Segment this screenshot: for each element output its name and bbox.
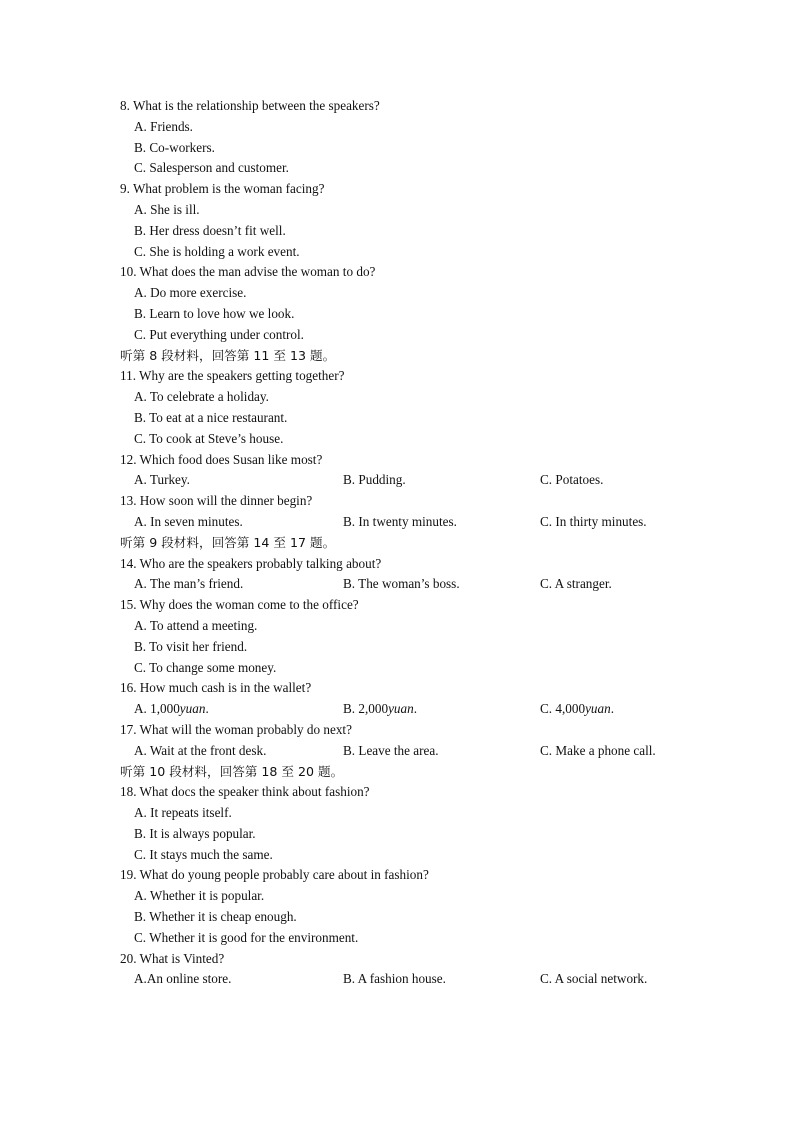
question-20-options <box>120 969 680 990</box>
question-12-options <box>120 470 680 491</box>
question-16-option-b <box>343 699 417 720</box>
question-16-option-a-amount: A. 1,000 <box>134 701 180 717</box>
question-10-stem: 10. What does the man advise the woman to do? <box>120 264 376 280</box>
question-13-option-c: C. In thirty minutes. <box>540 513 647 529</box>
question-12-option-b: B. Pudding. <box>343 472 406 488</box>
question-19-option-a: A. Whether it is popular. <box>134 888 265 904</box>
question-17-option-b: B. Leave the area. <box>343 742 439 758</box>
question-17-stem: 17. What will the woman probably do next? <box>120 721 352 737</box>
question-19-option-c: C. Whether it is good for the environment. <box>134 929 359 945</box>
question-9-option-b: B. Her dress doesn’t fit well. <box>134 222 286 238</box>
question-12-stem: 12. Which food does Susan like most? <box>120 451 323 467</box>
question-15-option-c: C. To change some money. <box>134 659 277 675</box>
question-19-stem: 19. What do young people probably care about in fashion? <box>120 867 429 883</box>
question-16-option-a-period: . <box>205 701 209 717</box>
question-16-option-c-period: . <box>610 701 614 717</box>
question-14-option-c: C. A stranger. <box>540 576 612 592</box>
question-16-options <box>120 699 680 720</box>
listening-section <box>120 96 680 990</box>
question-13-option-a: A. In seven minutes. <box>134 513 243 529</box>
question-16-option-c-unit: yuan <box>585 701 611 717</box>
question-11-stem: 11. Why are the speakers getting together? <box>120 368 345 384</box>
question-19-option-b: B. Whether it is cheap enough. <box>134 909 297 925</box>
question-20-stem: 20. What is Vinted? <box>120 950 225 966</box>
question-16-option-a-unit: yuan <box>179 701 206 717</box>
question-9-option-a: A. She is ill. <box>134 201 200 217</box>
question-14-options <box>120 574 680 595</box>
question-11-option-b: B. To eat at a nice restaurant. <box>134 409 288 425</box>
question-20-option-c: C. A social network. <box>540 971 648 987</box>
question-18-option-b: B. It is always popular. <box>134 825 256 841</box>
question-10-option-c: C. Put everything under control. <box>134 326 304 342</box>
question-8-option-a: A. Friends. <box>134 118 193 134</box>
question-16-stem: 16. How much cash is in the wallet? <box>120 680 312 696</box>
question-17-option-a: A. Wait at the front desk. <box>134 742 267 758</box>
question-11-option-c: C. To cook at Steve’s house. <box>134 430 284 446</box>
question-17-option-c: C. Make a phone call. <box>540 742 656 758</box>
question-18-option-a: A. It repeats itself. <box>134 805 232 821</box>
section-10-instruction: 听第 10 段材料，回答第 18 至 20 题。 <box>120 763 344 779</box>
question-15-stem: 15. Why does the woman come to the office? <box>120 597 359 613</box>
question-18-stem: 18. What docs the speaker think about fashion? <box>120 784 370 800</box>
question-9-option-c: C. She is holding a work event. <box>134 243 300 259</box>
question-20-option-a: A.An online store. <box>134 971 232 987</box>
question-12-option-a: A. Turkey. <box>134 472 190 488</box>
question-14-stem: 14. Who are the speakers probably talking about? <box>120 555 382 571</box>
question-10-option-b: B. Learn to love how we look. <box>134 305 295 321</box>
question-8-option-b: B. Co-workers. <box>134 139 215 155</box>
question-12-option-c: C. Potatoes. <box>540 472 604 488</box>
question-11-option-a: A. To celebrate a holiday. <box>134 389 269 405</box>
question-16-option-c-amount: C. 4,000 <box>540 701 586 717</box>
question-10-option-a: A. Do more exercise. <box>134 285 247 301</box>
question-16-option-a <box>134 699 209 720</box>
question-14-option-a: A. The man’s friend. <box>134 576 244 592</box>
question-15-option-b: B. To visit her friend. <box>134 638 248 654</box>
question-16-option-b-unit: yuan <box>388 701 414 717</box>
question-17-options <box>120 741 680 762</box>
question-9-stem: 9. What problem is the woman facing? <box>120 181 325 197</box>
question-16-option-c <box>540 699 614 720</box>
question-8-stem: 8. What is the relationship between the speakers? <box>120 98 380 113</box>
question-16-option-b-period: . <box>413 701 417 717</box>
question-16-option-b-amount: B. 2,000 <box>343 701 389 717</box>
question-13-option-b: B. In twenty minutes. <box>343 513 457 529</box>
question-15-option-a: A. To attend a meeting. <box>134 617 258 633</box>
question-20-option-b: B. A fashion house. <box>343 971 446 987</box>
question-8-option-c: C. Salesperson and customer. <box>134 160 289 176</box>
question-13-stem: 13. How soon will the dinner begin? <box>120 493 313 509</box>
section-8-instruction: 听第 8 段材料，回答第 11 至 13 题。 <box>120 347 336 363</box>
section-9-instruction: 听第 9 段材料，回答第 14 至 17 题。 <box>120 534 336 550</box>
question-18-option-c: C. It stays much the same. <box>134 846 273 862</box>
question-13-options <box>120 512 680 533</box>
question-14-option-b: B. The woman’s boss. <box>343 576 460 592</box>
